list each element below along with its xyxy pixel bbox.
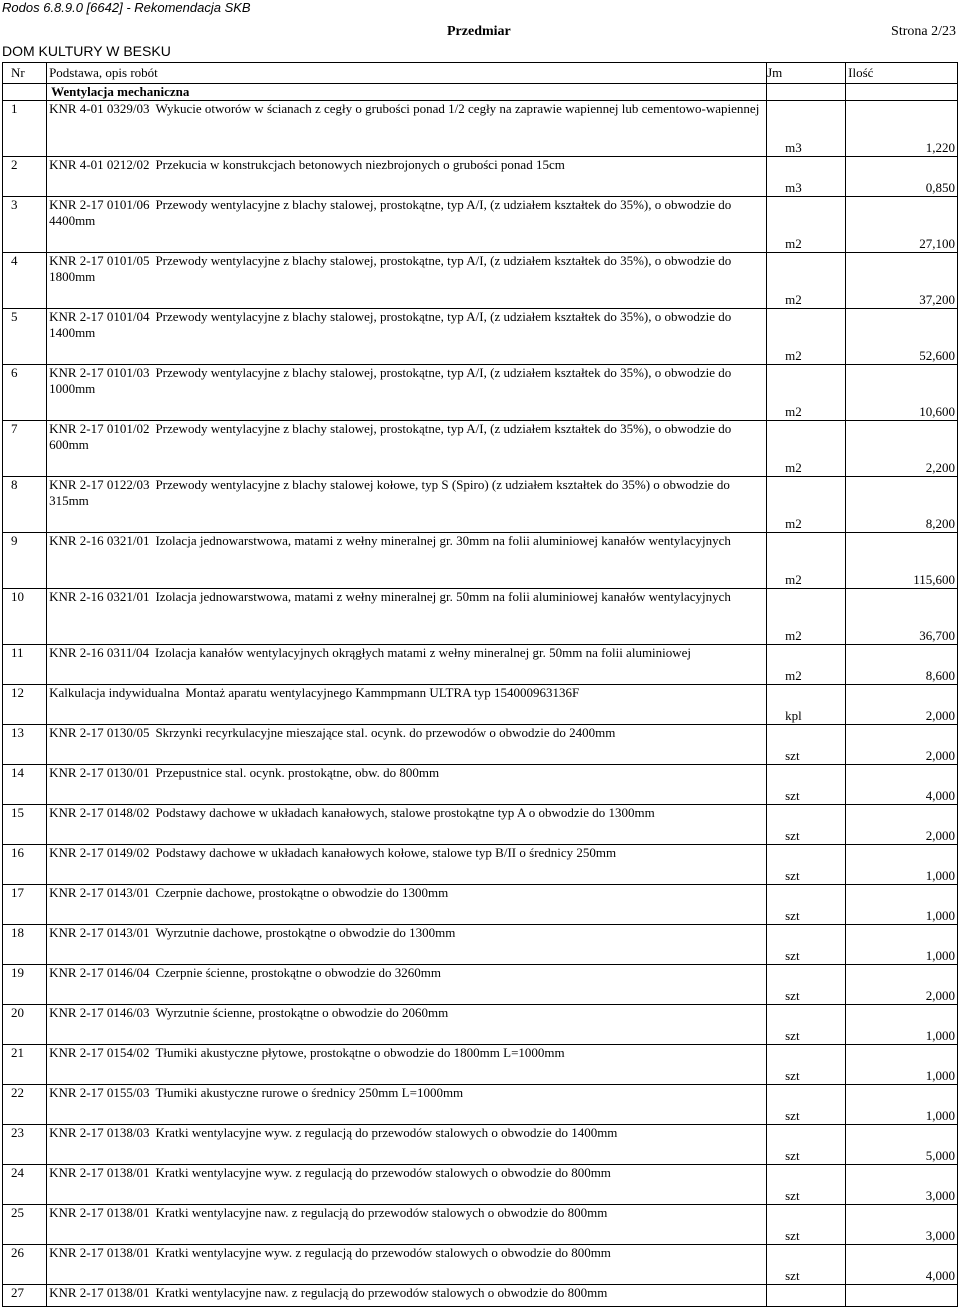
table-row xyxy=(3,533,958,589)
row-basis-code: KNR 2-17 0148/02 xyxy=(49,805,150,820)
row-unit: m3 xyxy=(767,157,846,197)
table-header-row xyxy=(3,63,958,84)
row-description-text: Przewody wentylacyjne z blachy stalowej kołowe, typ S (Spiro) (z udziałem kształtek do 35%) o obwodzie do 315mm xyxy=(49,477,730,508)
table-row xyxy=(3,805,958,845)
row-number: 9 xyxy=(3,533,47,589)
table-row xyxy=(3,965,958,1005)
row-basis-code: KNR 2-17 0138/03 xyxy=(49,1125,150,1140)
row-basis-code: KNR 4-01 0212/02 xyxy=(49,157,150,172)
row-quantity: 5,000 xyxy=(846,1125,958,1165)
row-description xyxy=(47,845,767,885)
row-number: 21 xyxy=(3,1045,47,1085)
table-row xyxy=(3,1165,958,1205)
row-basis-code: KNR 2-17 0122/03 xyxy=(49,477,150,492)
row-description-text: Przepustnice stal. ocynk. prostokątne, obw. do 800mm xyxy=(155,765,440,780)
table-row xyxy=(3,765,958,805)
row-number: 19 xyxy=(3,965,47,1005)
row-description-text: Kratki wentylacyjne wyw. z regulacją do przewodów stalowych o obwodzie do 1400mm xyxy=(155,1125,618,1140)
row-description-text: Izolacja kanałów wentylacyjnych okrągłych matami z wełny mineralnej gr. 50mm na folii aluminiowej xyxy=(154,645,692,660)
table-row xyxy=(3,365,958,421)
row-quantity xyxy=(846,1285,958,1307)
row-description-text: Przewody wentylacyjne z blachy stalowej, prostokątne, typ A/I, (z udziałem kształtek do 35%), o obwodzie do 1800mm xyxy=(49,253,732,284)
row-description-text: Montaż aparatu wentylacyjnego Kammpmann ULTRA typ 154000963136F xyxy=(185,685,580,700)
row-description xyxy=(47,885,767,925)
row-quantity: 3,000 xyxy=(846,1205,958,1245)
row-unit: m2 xyxy=(767,309,846,365)
row-basis-code: KNR 2-17 0101/05 xyxy=(49,253,150,268)
row-basis-code: KNR 2-17 0101/06 xyxy=(49,197,150,212)
row-description xyxy=(47,365,767,421)
row-number: 11 xyxy=(3,645,47,685)
row-quantity: 10,600 xyxy=(846,365,958,421)
page-number: Strona 2/23 xyxy=(891,24,956,39)
row-basis-code: KNR 2-17 0138/01 xyxy=(49,1205,150,1220)
row-basis-code: KNR 2-17 0155/03 xyxy=(49,1085,150,1100)
row-quantity: 36,700 xyxy=(846,589,958,645)
row-number: 10 xyxy=(3,589,47,645)
row-unit: m2 xyxy=(767,533,846,589)
table-row xyxy=(3,725,958,765)
row-basis-code: KNR 2-17 0130/05 xyxy=(49,725,150,740)
row-description xyxy=(47,197,767,253)
table-row xyxy=(3,845,958,885)
row-description xyxy=(47,725,767,765)
section-row xyxy=(3,84,958,101)
row-basis-code: KNR 2-17 0138/01 xyxy=(49,1285,150,1300)
row-basis-code: KNR 2-17 0143/01 xyxy=(49,885,150,900)
row-description-text: Tłumiki akustyczne rurowe o średnicy 250mm L=1000mm xyxy=(155,1085,464,1100)
row-description-text: Podstawy dachowe w układach kanałowych kołowe, stalowe typ B/II o średnicy 250mm xyxy=(155,845,617,860)
row-description xyxy=(47,765,767,805)
row-description-text: Tłumiki akustyczne płytowe, prostokątne o obwodzie do 1800mm L=1000mm xyxy=(155,1045,565,1060)
row-quantity: 2,000 xyxy=(846,685,958,725)
row-quantity: 3,000 xyxy=(846,1165,958,1205)
row-number: 26 xyxy=(3,1245,47,1285)
row-description xyxy=(47,685,767,725)
row-number: 8 xyxy=(3,477,47,533)
row-description xyxy=(47,157,767,197)
row-description xyxy=(47,421,767,477)
row-unit: szt xyxy=(767,965,846,1005)
row-number: 5 xyxy=(3,309,47,365)
row-basis-code: KNR 2-17 0154/02 xyxy=(49,1045,150,1060)
row-description-text: Kratki wentylacyjne wyw. z regulacją do przewodów stalowych o obwodzie do 800mm xyxy=(155,1245,611,1260)
row-unit: m2 xyxy=(767,421,846,477)
row-description xyxy=(47,1005,767,1045)
row-number: 17 xyxy=(3,885,47,925)
row-basis-code: KNR 2-17 0146/03 xyxy=(49,1005,150,1020)
row-description xyxy=(47,645,767,685)
table-row xyxy=(3,101,958,157)
row-unit: szt xyxy=(767,765,846,805)
row-description xyxy=(47,253,767,309)
bill-of-quantities-table xyxy=(2,62,958,1307)
row-description-text: Kratki wentylacyjne naw. z regulacją do przewodów stalowych o obwodzie do 800mm xyxy=(155,1205,608,1220)
row-number: 27 xyxy=(3,1285,47,1307)
row-number: 20 xyxy=(3,1005,47,1045)
row-unit: szt xyxy=(767,1165,846,1205)
row-description-text: Przewody wentylacyjne z blachy stalowej, prostokątne, typ A/I, (z udziałem kształtek do 35%), o obwodzie do 4400mm xyxy=(49,197,732,228)
row-description xyxy=(47,965,767,1005)
table-row xyxy=(3,309,958,365)
row-quantity: 0,850 xyxy=(846,157,958,197)
row-unit: m2 xyxy=(767,197,846,253)
row-unit: kpl xyxy=(767,685,846,725)
table-row xyxy=(3,925,958,965)
row-quantity: 2,000 xyxy=(846,965,958,1005)
row-unit: m3 xyxy=(767,101,846,157)
row-basis-code: KNR 4-01 0329/03 xyxy=(49,101,150,116)
row-basis-code: Kalkulacja indywidualna xyxy=(49,685,180,700)
row-description-text: Czerpnie ścienne, prostokątne o obwodzie do 3260mm xyxy=(155,965,442,980)
row-unit: m2 xyxy=(767,477,846,533)
row-basis-code: KNR 2-17 0101/03 xyxy=(49,365,150,380)
row-description-text: Przekucia w konstrukcjach betonowych niezbrojonych o grubości ponad 15cm xyxy=(155,157,565,172)
row-unit: szt xyxy=(767,1205,846,1245)
row-basis-code: KNR 2-17 0130/01 xyxy=(49,765,150,780)
row-description xyxy=(47,1285,767,1307)
row-quantity: 2,000 xyxy=(846,725,958,765)
table-row xyxy=(3,885,958,925)
row-unit: szt xyxy=(767,925,846,965)
row-description-text: Podstawy dachowe w układach kanałowych, stalowe prostokątne typ A o obwodzie do 1300mm xyxy=(155,805,655,820)
row-description-text: Skrzynki recyrkulacyjne mieszające stal. ocynk. do przewodów o obwodzie do 2400mm xyxy=(155,725,616,740)
row-number: 22 xyxy=(3,1085,47,1125)
row-description xyxy=(47,1125,767,1165)
row-quantity: 1,000 xyxy=(846,885,958,925)
row-description-text: Kratki wentylacyjne wyw. z regulacją do przewodów stalowych o obwodzie do 800mm xyxy=(155,1165,611,1180)
row-basis-code: KNR 2-17 0101/04 xyxy=(49,309,150,324)
row-description xyxy=(47,533,767,589)
table-row xyxy=(3,685,958,725)
row-basis-code: KNR 2-16 0311/04 xyxy=(49,645,149,660)
header-unit: Jm xyxy=(767,63,846,84)
table-row xyxy=(3,253,958,309)
row-number: 15 xyxy=(3,805,47,845)
row-description xyxy=(47,101,767,157)
row-unit: szt xyxy=(767,845,846,885)
row-description-text: Przewody wentylacyjne z blachy stalowej, prostokątne, typ A/I, (z udziałem kształtek do 35%), o obwodzie do 1400mm xyxy=(49,309,732,340)
row-number: 18 xyxy=(3,925,47,965)
row-description xyxy=(47,1165,767,1205)
row-description-text: Przewody wentylacyjne z blachy stalowej, prostokątne, typ A/I, (z udziałem kształtek do 35%), o obwodzie do 600mm xyxy=(49,421,732,452)
row-quantity: 8,600 xyxy=(846,645,958,685)
table-row xyxy=(3,197,958,253)
row-description xyxy=(47,1085,767,1125)
row-description-text: Czerpnie dachowe, prostokątne o obwodzie do 1300mm xyxy=(155,885,449,900)
row-description-text: Izolacja jednowarstwowa, matami z wełny mineralnej gr. 30mm na folii aluminiowej kanałów wentylacyjnych xyxy=(155,533,731,548)
row-description xyxy=(47,925,767,965)
app-title: Rodos 6.8.9.0 [6642] - Rekomendacja SKB xyxy=(2,0,251,15)
row-basis-code: KNR 2-16 0321/01 xyxy=(49,533,150,548)
table-row xyxy=(3,421,958,477)
row-unit: m2 xyxy=(767,645,846,685)
row-description-text: Kratki wentylacyjne naw. z regulacją do przewodów stalowych o obwodzie do 800mm xyxy=(155,1285,608,1300)
row-description xyxy=(47,477,767,533)
row-description-text: Wyrzutnie ścienne, prostokątne o obwodzie do 2060mm xyxy=(155,1005,449,1020)
row-number: 13 xyxy=(3,725,47,765)
row-unit: szt xyxy=(767,1085,846,1125)
row-number: 3 xyxy=(3,197,47,253)
row-quantity: 37,200 xyxy=(846,253,958,309)
row-basis-code: KNR 2-17 0138/01 xyxy=(49,1245,150,1260)
row-description-text: Izolacja jednowarstwowa, matami z wełny mineralnej gr. 50mm na folii aluminiowej kanałów wentylacyjnych xyxy=(155,589,731,604)
row-quantity: 1,000 xyxy=(846,925,958,965)
row-unit xyxy=(767,1285,846,1307)
row-basis-code: KNR 2-16 0321/01 xyxy=(49,589,150,604)
row-number: 12 xyxy=(3,685,47,725)
row-basis-code: KNR 2-17 0143/01 xyxy=(49,925,150,940)
row-quantity: 52,600 xyxy=(846,309,958,365)
row-unit: m2 xyxy=(767,253,846,309)
row-number: 14 xyxy=(3,765,47,805)
row-number: 4 xyxy=(3,253,47,309)
row-quantity: 1,000 xyxy=(846,1005,958,1045)
header-nr: Nr xyxy=(3,63,47,84)
row-description xyxy=(47,1245,767,1285)
table-row xyxy=(3,1285,958,1307)
row-number: 2 xyxy=(3,157,47,197)
row-quantity: 1,220 xyxy=(846,101,958,157)
row-number: 16 xyxy=(3,845,47,885)
row-unit: m2 xyxy=(767,365,846,421)
table-row xyxy=(3,1045,958,1085)
row-number: 7 xyxy=(3,421,47,477)
table-row xyxy=(3,477,958,533)
table-row xyxy=(3,1245,958,1285)
project-name: DOM KULTURY W BESKU xyxy=(2,43,171,59)
row-unit: m2 xyxy=(767,589,846,645)
header-quantity: Ilość xyxy=(846,63,958,84)
row-unit: szt xyxy=(767,1125,846,1165)
row-unit: szt xyxy=(767,1245,846,1285)
row-quantity: 8,200 xyxy=(846,477,958,533)
row-quantity: 4,000 xyxy=(846,1245,958,1285)
row-quantity: 115,600 xyxy=(846,533,958,589)
row-number: 23 xyxy=(3,1125,47,1165)
row-description-text: Wyrzutnie dachowe, prostokątne o obwodzie do 1300mm xyxy=(155,925,456,940)
row-unit: szt xyxy=(767,805,846,845)
row-quantity: 4,000 xyxy=(846,765,958,805)
row-description-text: Przewody wentylacyjne z blachy stalowej, prostokątne, typ A/I, (z udziałem kształtek do 35%), o obwodzie do 1000mm xyxy=(49,365,732,396)
row-unit: szt xyxy=(767,725,846,765)
row-quantity: 1,000 xyxy=(846,1085,958,1125)
row-number: 6 xyxy=(3,365,47,421)
row-description xyxy=(47,1045,767,1085)
table-row xyxy=(3,1125,958,1165)
row-description-text: Wykucie otworów w ścianach z cegły o grubości ponad 1/2 cegły na zaprawie wapiennej lub cementowo-wapiennej xyxy=(155,101,760,116)
document-title: Przedmiar xyxy=(447,24,511,39)
row-basis-code: KNR 2-17 0146/04 xyxy=(49,965,150,980)
row-unit: szt xyxy=(767,1045,846,1085)
row-quantity: 2,000 xyxy=(846,805,958,845)
table-row xyxy=(3,1085,958,1125)
row-number: 1 xyxy=(3,101,47,157)
row-basis-code: KNR 2-17 0101/02 xyxy=(49,421,150,436)
row-description xyxy=(47,805,767,845)
row-unit: szt xyxy=(767,1005,846,1045)
table-row xyxy=(3,645,958,685)
row-number: 24 xyxy=(3,1165,47,1205)
row-quantity: 27,100 xyxy=(846,197,958,253)
row-number: 25 xyxy=(3,1205,47,1245)
table-row xyxy=(3,1205,958,1245)
section-title: Wentylacja mechaniczna xyxy=(47,84,767,101)
table-row xyxy=(3,157,958,197)
table-row xyxy=(3,1005,958,1045)
row-quantity: 2,200 xyxy=(846,421,958,477)
row-description xyxy=(47,1205,767,1245)
row-basis-code: KNR 2-17 0138/01 xyxy=(49,1165,150,1180)
row-description xyxy=(47,589,767,645)
row-quantity: 1,000 xyxy=(846,845,958,885)
header-description: Podstawa, opis robót xyxy=(47,63,767,84)
table-row xyxy=(3,589,958,645)
row-quantity: 1,000 xyxy=(846,1045,958,1085)
row-basis-code: KNR 2-17 0149/02 xyxy=(49,845,150,860)
row-description xyxy=(47,309,767,365)
row-unit: szt xyxy=(767,885,846,925)
